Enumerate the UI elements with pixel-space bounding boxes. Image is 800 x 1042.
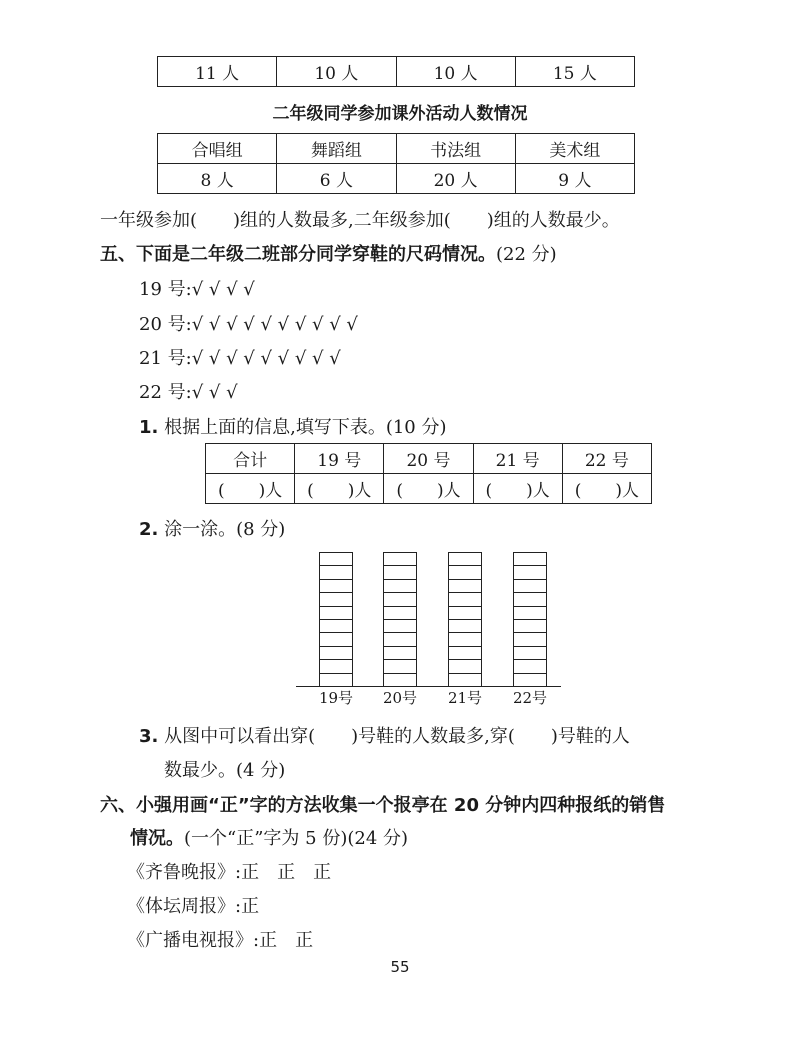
chart-cell[interactable]: [384, 580, 416, 593]
section6-title: 六、小强用画“正”字的方法收集一个报亭在 20 分钟内四种报纸的销售: [100, 795, 666, 816]
chart-cell[interactable]: [320, 674, 352, 687]
chart-cell[interactable]: [384, 566, 416, 579]
chart-cell[interactable]: [449, 660, 481, 673]
grade2-table-title: 二年级同学参加课外活动人数情况: [272, 104, 528, 124]
newspaper-row: [127, 926, 313, 952]
chart-cell[interactable]: [320, 633, 352, 646]
table-cell: 6 人: [277, 164, 396, 194]
table-header-cell: 21 号: [473, 444, 562, 474]
table-cell: 11 人: [158, 57, 277, 87]
answer-blank-cell[interactable]: ( )人: [206, 474, 295, 504]
table-header-cell: 19 号: [295, 444, 384, 474]
chart-cell[interactable]: [449, 674, 481, 687]
table-header-row: [206, 444, 652, 474]
chart-cell[interactable]: [449, 580, 481, 593]
table-cell: 8 人: [158, 164, 277, 194]
chart-cell[interactable]: [449, 607, 481, 620]
chart-cell[interactable]: [384, 607, 416, 620]
chart-cell[interactable]: [449, 593, 481, 606]
chart-cell[interactable]: [384, 647, 416, 660]
table-cell: 20 人: [396, 164, 515, 194]
table-cell: 9 人: [515, 164, 634, 194]
chart-cell[interactable]: [514, 580, 546, 593]
question-3-line1: [139, 722, 630, 748]
answer-blank-cell[interactable]: ( )人: [384, 474, 473, 504]
chart-cell[interactable]: [449, 633, 481, 646]
tally-row-22: [139, 378, 238, 404]
chart-cell[interactable]: [514, 647, 546, 660]
chart-cell[interactable]: [514, 607, 546, 620]
chart-cell[interactable]: [320, 607, 352, 620]
question-text: 从图中可以看出穿( )号鞋的人数最多,穿( )号鞋的人: [164, 726, 630, 747]
question-1: [139, 413, 447, 439]
question-text: 涂一涂。(8 分): [164, 519, 286, 540]
chart-cell[interactable]: [449, 566, 481, 579]
tally-marks: 正: [241, 896, 260, 917]
chart-cell[interactable]: [384, 553, 416, 566]
tally-marks: √ √ √ √ √ √ √ √ √ √: [191, 314, 358, 335]
answer-blank-cell[interactable]: ( )人: [562, 474, 651, 504]
table-header-cell: 书法组: [396, 134, 515, 164]
tally-marks: √ √ √: [191, 382, 238, 403]
tally-row-21: [139, 344, 341, 370]
coloring-bar-chart: [296, 548, 561, 708]
table-header-cell: 美术组: [515, 134, 634, 164]
table-row: [158, 57, 635, 87]
x-tick-label: 19号: [318, 689, 354, 707]
grade1-table-values: [157, 56, 635, 87]
question-2: [139, 515, 285, 541]
chart-column[interactable]: [448, 552, 482, 686]
newspaper-row: [127, 858, 331, 884]
newspaper-name: 《齐鲁晚报》:: [127, 862, 242, 883]
table-row: [158, 164, 635, 194]
chart-cell[interactable]: [320, 593, 352, 606]
section5-title: [100, 240, 557, 266]
grade2-table: [157, 133, 635, 194]
section6-title-text: 情况。: [130, 828, 184, 849]
chart-cell[interactable]: [514, 620, 546, 633]
x-tick-label: 20号: [382, 689, 418, 707]
section6-title-line2: [130, 824, 408, 850]
chart-cell[interactable]: [384, 660, 416, 673]
chart-cell[interactable]: [320, 580, 352, 593]
table-header-cell: 22 号: [562, 444, 651, 474]
chart-cell[interactable]: [449, 647, 481, 660]
chart-cell[interactable]: [320, 660, 352, 673]
chart-cell[interactable]: [514, 660, 546, 673]
table-header-cell: 合计: [206, 444, 295, 474]
chart-cell[interactable]: [320, 566, 352, 579]
question-number: 1.: [139, 417, 159, 438]
page-number: 55: [390, 958, 410, 976]
table-cell: 10 人: [277, 57, 396, 87]
shoe-size-fill-table: [205, 443, 652, 504]
chart-cell[interactable]: [384, 674, 416, 687]
tally-label: 20 号:: [139, 314, 192, 335]
chart-cell[interactable]: [384, 620, 416, 633]
tally-label: 22 号:: [139, 382, 192, 403]
chart-cell[interactable]: [384, 633, 416, 646]
table-row: [206, 474, 652, 504]
tally-marks: √ √ √ √: [191, 279, 255, 300]
chart-cell[interactable]: [514, 566, 546, 579]
tally-label: 19 号:: [139, 279, 192, 300]
question-3-line2: 数最少。(4 分): [164, 760, 286, 781]
chart-cell[interactable]: [320, 620, 352, 633]
newspaper-row: [127, 892, 259, 918]
chart-cell[interactable]: [449, 620, 481, 633]
chart-cell[interactable]: [384, 593, 416, 606]
section6-note: (一个“正”字为 5 份)(24 分): [184, 828, 409, 849]
section5-title-text: 五、下面是二年级二班部分同学穿鞋的尺码情况。: [100, 244, 496, 265]
chart-cell[interactable]: [514, 674, 546, 687]
x-tick-label: 22号: [512, 689, 548, 707]
table-header-cell: 20 号: [384, 444, 473, 474]
x-tick-label: 21号: [447, 689, 483, 707]
tally-label: 21 号:: [139, 348, 192, 369]
chart-cell[interactable]: [449, 553, 481, 566]
chart-column[interactable]: [383, 552, 417, 686]
question-number: 2.: [139, 519, 159, 540]
chart-cell[interactable]: [320, 553, 352, 566]
newspaper-name: 《体坛周报》:: [127, 896, 242, 917]
table-cell: 10 人: [396, 57, 515, 87]
newspaper-name: 《广播电视报》:: [127, 930, 260, 951]
chart-cell[interactable]: [320, 647, 352, 660]
section5-score: (22 分): [496, 244, 557, 265]
tally-marks: √ √ √ √ √ √ √ √ √: [191, 348, 341, 369]
chart-column[interactable]: [319, 552, 353, 686]
question-text: 根据上面的信息,填写下表。(10 分): [164, 417, 447, 438]
answer-blank-cell[interactable]: ( )人: [473, 474, 562, 504]
chart-cell[interactable]: [514, 553, 546, 566]
chart-cell[interactable]: [514, 633, 546, 646]
tally-marks: 正 正: [259, 930, 314, 951]
compare-question: 一年级参加( )组的人数最多,二年级参加( )组的人数最少。: [100, 210, 620, 231]
tally-marks: 正 正 正: [241, 862, 332, 883]
tally-row-20: [139, 310, 358, 336]
table-header-row: [158, 134, 635, 164]
table-header-cell: 合唱组: [158, 134, 277, 164]
tally-row-19: [139, 275, 255, 301]
question-number: 3.: [139, 726, 159, 747]
chart-column[interactable]: [513, 552, 547, 686]
table-header-cell: 舞蹈组: [277, 134, 396, 164]
answer-blank-cell[interactable]: ( )人: [295, 474, 384, 504]
chart-cell[interactable]: [514, 593, 546, 606]
table-cell: 15 人: [515, 57, 634, 87]
